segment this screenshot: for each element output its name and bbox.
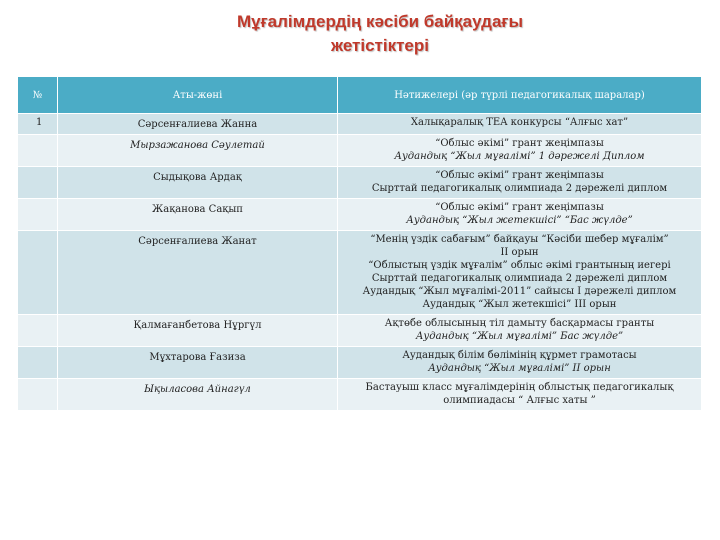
result-line: Аудандық “Жыл мұғалімі” 1 дәрежелі Диплом xyxy=(394,151,645,162)
header-results: Нәтижелері (әр түрлі педагогикалық шаралар) xyxy=(338,77,702,114)
title-line-2: жетістіктері xyxy=(330,36,429,55)
result-line: Аудандық білім бөлімінің құрмет грамотасы xyxy=(402,350,637,361)
result-line: Халықаралық TEA конкурсы “Алғыс хат” xyxy=(410,117,629,128)
result-line: “Менің үздік сабағым” байқауы “Кәсіби шебер мұғалім” xyxy=(370,234,669,245)
row-name: Жақанова Сақып xyxy=(58,199,338,231)
result-line: Бастауыш класс мұғалімдерінің облыстық педагогикалық xyxy=(365,382,674,393)
page-title xyxy=(0,10,720,58)
row-name: Сәрсенғалиева Жанат xyxy=(58,231,338,315)
result-line: Сырттай педагогикалық олимпиада 2 дәрежелі диплом xyxy=(371,183,668,194)
row-results xyxy=(338,379,702,411)
title-line-1: Мұғалімдердің кәсіби байқаудағы xyxy=(236,12,524,31)
result-line: Аудандық “Жыл жетекшісі” III орын xyxy=(422,299,617,310)
row-name: Қалмағанбетова Нұргүл xyxy=(58,315,338,347)
row-name: Мұхтарова Ғазиза xyxy=(58,347,338,379)
result-line: “Облыстың үздік мұғалім” облыс әкімі грантының иегері xyxy=(368,260,671,271)
row-number xyxy=(18,315,58,347)
table-row xyxy=(18,231,702,315)
header-number: № xyxy=(18,77,58,114)
table-row xyxy=(18,199,702,231)
row-results xyxy=(338,135,702,167)
result-line: “Облыс әкімі” грант жеңімпазы xyxy=(435,202,604,213)
table-row xyxy=(18,379,702,411)
row-number xyxy=(18,199,58,231)
row-results xyxy=(338,114,702,135)
result-line: “Облыс әкімі” грант жеңімпазы xyxy=(435,138,604,149)
table-row xyxy=(18,315,702,347)
achievements-table xyxy=(17,76,702,411)
row-number xyxy=(18,135,58,167)
row-results xyxy=(338,347,702,379)
result-line: Аудандық “Жыл мұғалімі” II орын xyxy=(428,363,611,374)
row-number: 1 xyxy=(18,114,58,135)
row-results xyxy=(338,167,702,199)
result-line: Аудандық “Жыл жетекшісі” “Бас жүлде” xyxy=(406,215,633,226)
row-number xyxy=(18,167,58,199)
row-name: Сәрсенғалиева Жанна xyxy=(58,114,338,135)
row-results xyxy=(338,199,702,231)
result-line: Аудандық “Жыл мұғалімі” Бас жүлде” xyxy=(415,331,624,342)
result-line: олимпиадасы “ Алғыс хаты ” xyxy=(443,395,596,406)
row-name: Мырзажанова Сәулетай xyxy=(58,135,338,167)
table-row xyxy=(18,167,702,199)
table-row xyxy=(18,135,702,167)
result-line: Ақтөбе облысының тіл дамыту басқармасы гранты xyxy=(384,318,655,329)
row-number xyxy=(18,347,58,379)
result-line: II орын xyxy=(500,247,539,258)
row-results xyxy=(338,315,702,347)
result-line: Аудандық “Жыл мұғалімі-2011” сайысы I дәрежелі диплом xyxy=(362,286,677,297)
header-name: Аты-жөні xyxy=(58,77,338,114)
row-number xyxy=(18,231,58,315)
row-name: Сыдықова Ардақ xyxy=(58,167,338,199)
row-number xyxy=(18,379,58,411)
row-results xyxy=(338,231,702,315)
row-name: Ықыласова Айнагүл xyxy=(58,379,338,411)
table-row xyxy=(18,114,702,135)
table-row xyxy=(18,347,702,379)
result-line: “Облыс әкімі” грант жеңімпазы xyxy=(435,170,604,181)
result-line: Сырттай педагогикалық олимпиада 2 дәрежелі диплом xyxy=(371,273,668,284)
table-header-row xyxy=(18,77,702,114)
